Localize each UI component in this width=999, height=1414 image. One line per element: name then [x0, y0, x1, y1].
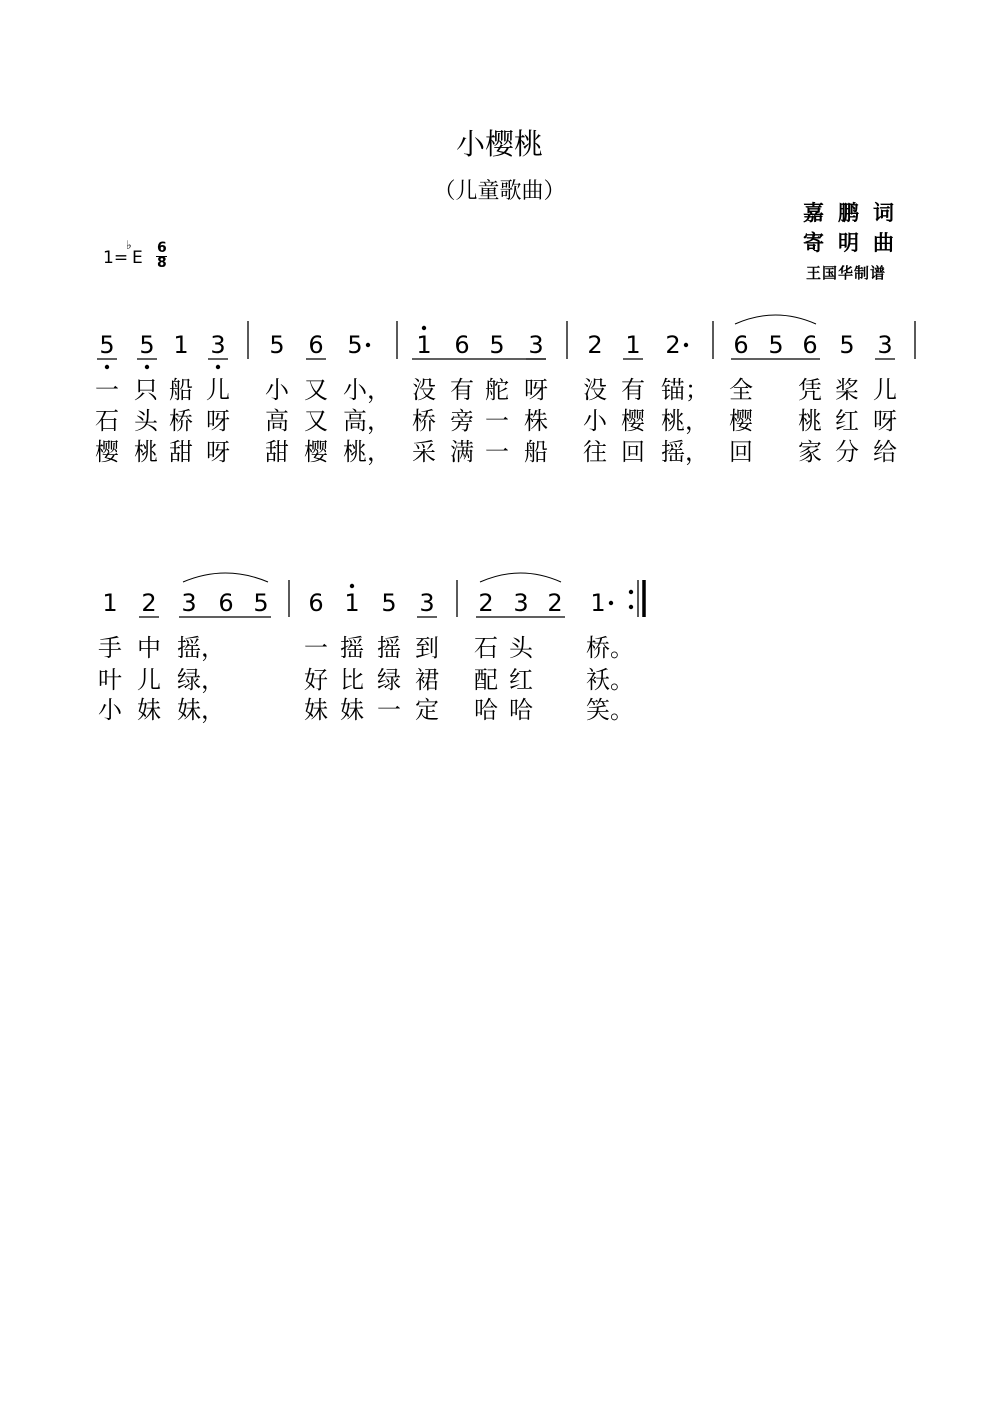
note-line1-9: 6	[454, 331, 470, 359]
lyric-line1-verse1-18: 儿	[873, 376, 897, 404]
lyric-line2-verse1-6: 摇	[377, 634, 401, 662]
note-line2-11: 3	[513, 589, 529, 617]
note-line2-7: 1	[344, 589, 360, 617]
note-line1-2: 5	[139, 331, 155, 359]
note-line2-10: 2	[478, 589, 494, 617]
note-line1-11: 3	[528, 331, 544, 359]
note-line1-5: 5	[269, 331, 285, 359]
lyric-line1-verse3-6: 樱	[304, 438, 328, 466]
lyric-line1-verse3-9: 满	[450, 438, 474, 466]
composer-credit: 寄明曲	[803, 230, 908, 255]
note-line1-1-octave-down-dot	[105, 365, 109, 369]
note-line2-6: 6	[308, 589, 324, 617]
lyric-line2-verse3-10: 笑。	[586, 696, 634, 724]
note-line1-3: 1	[173, 331, 189, 359]
lyric-line1-verse1-7: 小，	[343, 376, 391, 404]
note-line1-14: 2	[665, 331, 681, 359]
key-letter: E	[132, 248, 143, 268]
lyric-line1-verse1-14: 锚；	[661, 376, 709, 404]
lyric-line1-verse1-9: 有	[450, 376, 474, 404]
lyric-line1-verse2-1: 石	[95, 407, 119, 435]
note-line1-12: 2	[587, 331, 603, 359]
note-line2-1: 1	[102, 589, 118, 617]
note-line1-4: 3	[210, 331, 226, 359]
lyric-line1-verse2-15: 樱	[729, 407, 753, 435]
note-line2-2: 2	[141, 589, 157, 617]
note-line1-7-augmentation-dot	[366, 343, 370, 347]
lyric-line1-verse1-12: 没	[583, 376, 607, 404]
note-line1-6: 6	[308, 331, 324, 359]
note-line1-1: 5	[99, 331, 115, 359]
key-signature-prefix: 1=	[103, 248, 129, 268]
lyric-line2-verse1-3: 摇，	[177, 634, 225, 662]
lyricist-credit: 嘉鹏词	[803, 200, 908, 225]
lyric-line2-verse3-9: 哈	[509, 696, 533, 724]
lyric-line1-verse2-3: 桥	[169, 407, 193, 435]
lyric-line1-verse3-15: 回	[729, 438, 753, 466]
lyric-line1-verse3-5: 甜	[265, 438, 289, 466]
note-line2-12: 2	[547, 589, 563, 617]
lyric-line2-verse3-2: 妹	[137, 696, 161, 724]
lyric-line1-verse1-2: 只	[134, 376, 158, 404]
note-line1-10: 5	[489, 331, 505, 359]
note-line1-13: 1	[625, 331, 641, 359]
lyric-line1-verse1-16: 凭	[798, 376, 822, 404]
time-signature-denominator: 8	[157, 255, 167, 271]
note-line2-13: 1	[590, 589, 606, 617]
lyric-line1-verse2-5: 高	[265, 407, 289, 435]
lyric-line1-verse2-4: 呀	[206, 407, 230, 435]
lyric-line2-verse3-1: 小	[98, 696, 122, 724]
lyric-line1-verse3-18: 给	[873, 438, 897, 466]
note-line2-9: 3	[419, 589, 435, 617]
lyric-line1-verse3-3: 甜	[169, 438, 193, 466]
lyric-line2-verse1-10: 桥。	[586, 634, 634, 662]
lyric-line2-verse1-1: 手	[98, 634, 122, 662]
note-line1-16: 5	[768, 331, 784, 359]
note-line1-14-augmentation-dot	[684, 343, 688, 347]
lyric-line2-verse3-3: 妹，	[177, 696, 225, 724]
note-line2-7-octave-up-dot	[350, 584, 354, 588]
lyric-line1-verse3-14: 摇，	[661, 438, 709, 466]
lyric-line1-verse3-7: 桃，	[343, 438, 391, 466]
lyric-line1-verse1-8: 没	[412, 376, 436, 404]
song-title: 小樱桃	[455, 127, 543, 161]
lyric-line2-verse3-6: 一	[377, 696, 401, 724]
lyric-line2-verse2-7: 裙	[415, 666, 439, 694]
lyric-line2-verse3-8: 哈	[474, 696, 498, 724]
lyric-line1-verse2-17: 红	[835, 407, 859, 435]
note-line2-3: 3	[181, 589, 197, 617]
lyric-line2-verse1-8: 石	[474, 634, 498, 662]
key-flat-symbol: ♭	[126, 238, 132, 252]
lyric-line1-verse1-4: 儿	[206, 376, 230, 404]
lyric-line1-verse2-6: 又	[304, 407, 328, 435]
lyric-line1-verse3-8: 采	[412, 438, 436, 466]
repeat-dot-bottom	[629, 605, 633, 609]
lyric-line1-verse1-15: 全	[729, 376, 753, 404]
note-line1-8-octave-up-dot	[422, 326, 426, 330]
lyric-line1-verse1-13: 有	[621, 376, 645, 404]
note-line1-18: 5	[839, 331, 855, 359]
note-line1-8: 1	[416, 331, 432, 359]
lyric-line2-verse2-9: 红	[509, 666, 533, 694]
lyric-line1-verse3-16: 家	[798, 438, 822, 466]
lyric-line1-verse3-10: 一	[485, 438, 509, 466]
lyric-line2-verse1-7: 到	[415, 634, 439, 662]
lyric-line1-verse2-18: 呀	[873, 407, 897, 435]
time-signature-numerator: 6	[157, 240, 167, 256]
slur-line2-1	[183, 573, 268, 582]
lyric-line2-verse3-7: 定	[415, 696, 439, 724]
lyric-line1-verse3-12: 往	[583, 438, 607, 466]
lyric-line2-verse1-5: 摇	[340, 634, 364, 662]
lyric-line1-verse1-6: 又	[304, 376, 328, 404]
lyric-line2-verse3-4: 妹	[304, 696, 328, 724]
note-line1-17: 6	[802, 331, 818, 359]
repeat-dot-top	[629, 590, 633, 594]
song-subtitle: （儿童歌曲）	[433, 179, 566, 204]
lyric-line1-verse1-5: 小	[265, 376, 289, 404]
note-line1-7: 5	[347, 331, 363, 359]
lyric-line1-verse1-3: 船	[169, 376, 193, 404]
lyric-line1-verse2-16: 桃	[798, 407, 822, 435]
lyric-line1-verse2-2: 头	[134, 407, 158, 435]
note-line1-19: 3	[877, 331, 893, 359]
lyric-line2-verse2-10: 袄。	[586, 666, 634, 694]
lyric-line1-verse2-10: 一	[485, 407, 509, 435]
arranger-credit: 王国华制谱	[806, 264, 887, 282]
lyric-line1-verse1-17: 桨	[835, 376, 859, 404]
lyric-line2-verse2-8: 配	[474, 666, 498, 694]
lyric-line2-verse1-9: 头	[509, 634, 533, 662]
slur-line2-2	[480, 573, 561, 582]
note-line1-4-octave-down-dot	[216, 365, 220, 369]
lyric-line1-verse2-13: 樱	[621, 407, 645, 435]
lyric-line1-verse1-1: 一	[95, 376, 119, 404]
lyric-line2-verse2-6: 绿	[377, 666, 401, 694]
lyric-line1-verse2-14: 桃，	[661, 407, 709, 435]
slur-line1	[735, 315, 816, 324]
lyric-line1-verse2-7: 高，	[343, 407, 391, 435]
lyric-line2-verse2-1: 叶	[98, 666, 122, 694]
lyric-line1-verse2-9: 旁	[450, 407, 474, 435]
lyric-line1-verse3-2: 桃	[134, 438, 158, 466]
lyric-line1-verse3-11: 船	[524, 438, 548, 466]
lyric-line1-verse3-17: 分	[835, 438, 859, 466]
lyric-line1-verse2-8: 桥	[412, 407, 436, 435]
lyric-line2-verse2-3: 绿，	[177, 666, 225, 694]
note-line2-4: 6	[218, 589, 234, 617]
lyric-line2-verse2-4: 好	[304, 666, 328, 694]
lyric-line2-verse3-5: 妹	[340, 696, 364, 724]
lyric-line2-verse2-5: 比	[340, 666, 364, 694]
lyric-line1-verse1-11: 呀	[524, 376, 548, 404]
note-line1-2-octave-down-dot	[145, 365, 149, 369]
lyric-line1-verse2-11: 株	[524, 407, 548, 435]
lyric-line1-verse3-13: 回	[621, 438, 645, 466]
lyric-line2-verse2-2: 儿	[137, 666, 161, 694]
note-line1-15: 6	[733, 331, 749, 359]
note-line2-8: 5	[381, 589, 397, 617]
lyric-line1-verse2-12: 小	[583, 407, 607, 435]
lyric-line1-verse3-1: 樱	[95, 438, 119, 466]
lyric-line2-verse1-4: 一	[304, 634, 328, 662]
note-line2-5: 5	[253, 589, 269, 617]
lyric-line2-verse1-2: 中	[137, 634, 161, 662]
note-line2-13-augmentation-dot	[609, 601, 613, 605]
lyric-line1-verse1-10: 舵	[485, 376, 509, 404]
lyric-line1-verse3-4: 呀	[206, 438, 230, 466]
